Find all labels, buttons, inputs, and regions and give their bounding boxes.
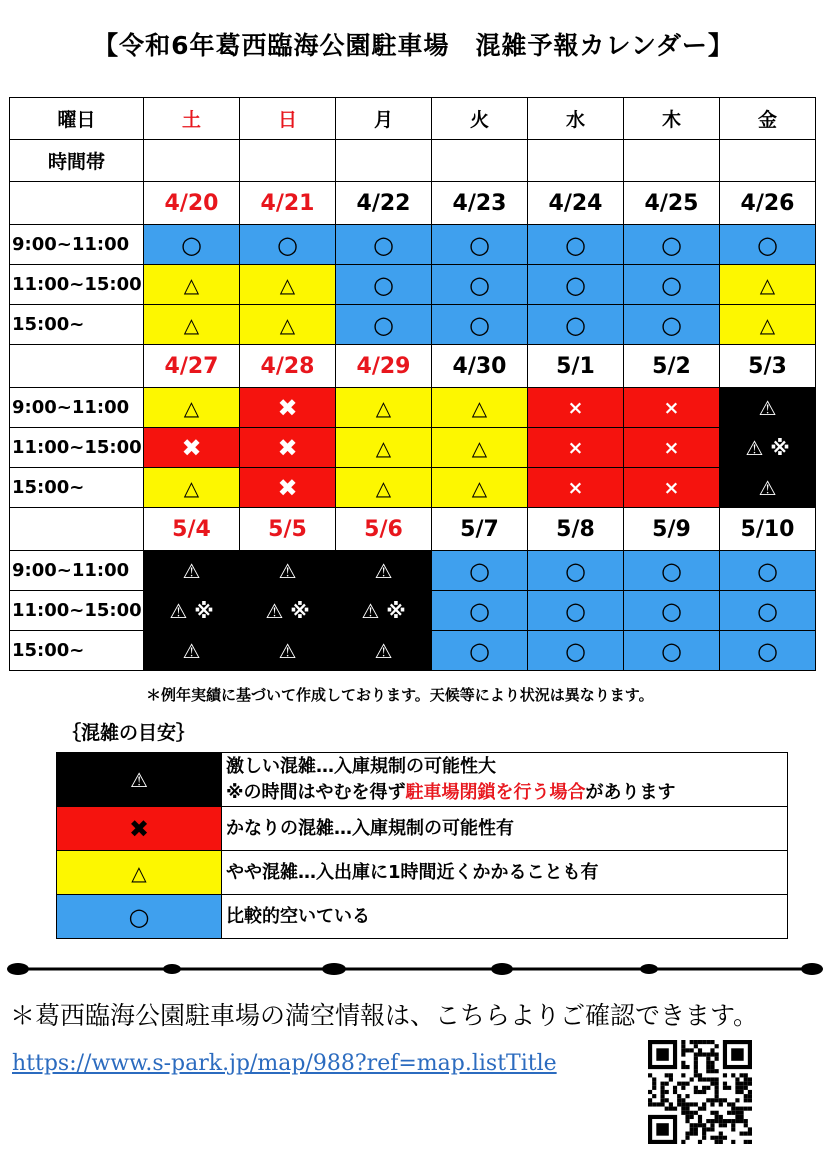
date-cell: 4/21	[240, 182, 336, 225]
congestion-symbol: ○	[661, 270, 682, 299]
date-cell: 5/10	[720, 508, 816, 551]
congestion-symbol: ○	[469, 556, 490, 585]
legend-row	[57, 807, 788, 851]
congestion-cell	[240, 631, 336, 671]
congestion-symbol: ✖	[181, 433, 202, 462]
congestion-cell	[336, 305, 432, 345]
date-cell: 4/27	[144, 345, 240, 388]
congestion-cell	[336, 428, 432, 468]
congestion-symbol: ⚠	[182, 638, 201, 663]
congestion-cell	[624, 305, 720, 345]
legend-symbol: ⚠	[130, 767, 148, 792]
legend-swatch	[57, 753, 222, 807]
time-slot-row	[10, 265, 816, 305]
congestion-symbol: ⚠	[758, 395, 777, 420]
legend-line2-prefix: ※の時間はやむを得ず	[226, 781, 406, 803]
congestion-cell	[624, 591, 720, 631]
legend-line1: やや混雑…入出庫に1時間近くかかることも有	[226, 861, 599, 883]
congestion-cell	[432, 468, 528, 508]
congestion-cell	[240, 551, 336, 591]
congestion-symbol: ○	[757, 636, 778, 665]
congestion-cell	[144, 428, 240, 468]
congestion-symbol: △	[759, 272, 776, 297]
congestion-cell	[432, 265, 528, 305]
time-slot-label: 15:00~	[10, 468, 144, 508]
congestion-cell	[720, 265, 816, 305]
congestion-cell	[432, 631, 528, 671]
empty-header-cell	[432, 140, 528, 182]
congestion-cell	[528, 631, 624, 671]
availability-info-text: ＊葛西臨海公園駐車場の満空情報は、こちらよりご確認できます。	[10, 1001, 759, 1030]
congestion-calendar	[9, 97, 816, 671]
congestion-cell	[624, 468, 720, 508]
congestion-symbol: ×	[663, 476, 680, 499]
time-slot-row	[10, 591, 816, 631]
congestion-cell	[624, 225, 720, 265]
legend-symbol: ○	[128, 902, 150, 931]
congestion-symbol: ○	[373, 230, 394, 259]
congestion-symbol: ⚠ ※	[169, 598, 214, 623]
congestion-cell	[144, 225, 240, 265]
legend-line2-suffix: があります	[585, 781, 676, 803]
date-cell: 4/26	[720, 182, 816, 225]
date-cell: 4/25	[624, 182, 720, 225]
congestion-symbol: ⚠	[182, 558, 201, 583]
congestion-symbol: ○	[469, 230, 490, 259]
congestion-symbol: ○	[661, 556, 682, 585]
congestion-symbol: ○	[565, 270, 586, 299]
empty-date-label-cell	[10, 182, 144, 225]
time-slot-row	[10, 388, 816, 428]
time-slot-row	[10, 631, 816, 671]
date-cell: 5/9	[624, 508, 720, 551]
congestion-cell	[528, 305, 624, 345]
congestion-cell	[624, 631, 720, 671]
congestion-symbol: ✖	[277, 393, 298, 422]
congestion-cell	[720, 225, 816, 265]
congestion-symbol: ⚠	[758, 475, 777, 500]
weekday-cell: 日	[240, 98, 336, 140]
time-slot-row	[10, 551, 816, 591]
congestion-cell	[336, 551, 432, 591]
legend-line2	[226, 780, 787, 806]
decorative-divider	[4, 956, 824, 982]
disclaimer-note: ＊例年実績に基づいて作成しております。天候等により状況は異なります。	[146, 686, 654, 704]
congestion-symbol: ×	[567, 436, 584, 459]
congestion-symbol: ○	[373, 270, 394, 299]
congestion-cell	[240, 305, 336, 345]
congestion-cell	[336, 591, 432, 631]
congestion-cell	[336, 631, 432, 671]
congestion-symbol: ⚠	[278, 558, 297, 583]
congestion-cell	[240, 468, 336, 508]
legend-line1: かなりの混雑…入庫規制の可能性有	[226, 817, 514, 839]
congestion-cell	[528, 428, 624, 468]
congestion-symbol: ⚠	[374, 558, 393, 583]
congestion-cell	[240, 428, 336, 468]
closure-warning-text: 駐車場閉鎖を行う場合	[405, 781, 586, 803]
congestion-cell	[432, 591, 528, 631]
congestion-symbol: △	[471, 475, 488, 500]
congestion-symbol: ○	[565, 596, 586, 625]
congestion-symbol: ⚠	[278, 638, 297, 663]
congestion-symbol: ○	[757, 230, 778, 259]
congestion-symbol: ×	[663, 396, 680, 419]
congestion-symbol: ×	[567, 396, 584, 419]
congestion-symbol: ○	[277, 230, 298, 259]
congestion-symbol: ○	[661, 636, 682, 665]
date-cell: 5/6	[336, 508, 432, 551]
congestion-symbol: △	[183, 312, 200, 337]
weekday-cell: 火	[432, 98, 528, 140]
weekday-cell: 金	[720, 98, 816, 140]
congestion-cell	[624, 388, 720, 428]
congestion-cell	[720, 428, 816, 468]
congestion-symbol: ○	[661, 310, 682, 339]
legend-swatch	[57, 851, 222, 895]
empty-header-cell	[144, 140, 240, 182]
congestion-cell	[720, 305, 816, 345]
congestion-cell	[432, 551, 528, 591]
congestion-cell	[432, 225, 528, 265]
congestion-cell	[240, 265, 336, 305]
congestion-cell	[144, 631, 240, 671]
time-slot-label: 9:00~11:00	[10, 225, 144, 265]
congestion-symbol: ○	[469, 270, 490, 299]
congestion-symbol: ○	[565, 230, 586, 259]
legend-table	[56, 752, 788, 939]
empty-date-label-cell	[10, 345, 144, 388]
congestion-cell	[720, 551, 816, 591]
congestion-symbol: ⚠ ※	[361, 598, 406, 623]
time-slot-label: 9:00~11:00	[10, 551, 144, 591]
congestion-cell	[720, 631, 816, 671]
time-slot-row	[10, 225, 816, 265]
legend-description	[222, 807, 788, 851]
weekday-cell: 月	[336, 98, 432, 140]
empty-header-cell	[528, 140, 624, 182]
date-cell: 4/29	[336, 345, 432, 388]
congestion-symbol: ○	[565, 310, 586, 339]
legend-row	[57, 753, 788, 807]
date-cell: 5/1	[528, 345, 624, 388]
congestion-symbol: △	[759, 312, 776, 337]
congestion-symbol: △	[279, 312, 296, 337]
date-cell: 4/23	[432, 182, 528, 225]
congestion-symbol: ×	[663, 436, 680, 459]
congestion-symbol: ○	[373, 310, 394, 339]
congestion-symbol: ○	[757, 556, 778, 585]
parking-availability-link[interactable]: https://www.s-park.jp/map/988?ref=map.listTitle	[12, 1051, 557, 1076]
congestion-symbol: ✖	[277, 433, 298, 462]
time-slot-row	[10, 428, 816, 468]
timeslot-header-row	[10, 140, 816, 182]
congestion-cell	[240, 591, 336, 631]
congestion-cell	[528, 591, 624, 631]
congestion-symbol: ⚠ ※	[745, 435, 790, 460]
weekday-header-row	[10, 98, 816, 140]
congestion-symbol: △	[471, 435, 488, 460]
congestion-cell	[528, 265, 624, 305]
time-slot-label: 11:00~15:00	[10, 428, 144, 468]
congestion-symbol: △	[183, 395, 200, 420]
legend-description	[222, 851, 788, 895]
date-cell: 4/20	[144, 182, 240, 225]
time-slot-row	[10, 305, 816, 345]
empty-header-cell	[624, 140, 720, 182]
congestion-cell	[240, 388, 336, 428]
congestion-cell	[528, 388, 624, 428]
congestion-symbol: ○	[565, 556, 586, 585]
congestion-cell	[144, 551, 240, 591]
empty-date-label-cell	[10, 508, 144, 551]
jikantai-label: 時間帯	[10, 140, 144, 182]
legend-description	[222, 895, 788, 939]
empty-header-cell	[240, 140, 336, 182]
congestion-symbol: △	[375, 395, 392, 420]
congestion-symbol: △	[183, 272, 200, 297]
legend-row	[57, 895, 788, 939]
congestion-symbol: ○	[661, 230, 682, 259]
legend-description	[222, 753, 788, 807]
date-cell: 5/2	[624, 345, 720, 388]
date-cell: 4/28	[240, 345, 336, 388]
legend-symbol: △	[131, 860, 147, 885]
time-slot-label: 9:00~11:00	[10, 388, 144, 428]
date-row	[10, 182, 816, 225]
congestion-cell	[528, 225, 624, 265]
congestion-cell	[720, 388, 816, 428]
congestion-cell	[144, 468, 240, 508]
weekday-cell: 土	[144, 98, 240, 140]
congestion-cell	[720, 591, 816, 631]
congestion-cell	[432, 428, 528, 468]
congestion-symbol: △	[375, 475, 392, 500]
legend-row	[57, 851, 788, 895]
congestion-cell	[336, 388, 432, 428]
congestion-symbol: ○	[181, 230, 202, 259]
congestion-symbol: ✖	[277, 473, 298, 502]
congestion-cell	[624, 551, 720, 591]
date-cell: 5/8	[528, 508, 624, 551]
congestion-cell	[144, 388, 240, 428]
legend-title: ｛混雑の目安｝	[62, 722, 196, 744]
date-cell: 5/3	[720, 345, 816, 388]
congestion-symbol: ○	[565, 636, 586, 665]
congestion-symbol: ⚠ ※	[265, 598, 310, 623]
congestion-cell	[528, 551, 624, 591]
congestion-symbol: ○	[469, 636, 490, 665]
congestion-cell	[240, 225, 336, 265]
date-cell: 4/22	[336, 182, 432, 225]
congestion-symbol: ×	[567, 476, 584, 499]
date-cell: 5/7	[432, 508, 528, 551]
date-cell: 5/5	[240, 508, 336, 551]
congestion-cell	[432, 388, 528, 428]
date-row	[10, 508, 816, 551]
congestion-cell	[624, 428, 720, 468]
congestion-cell	[720, 468, 816, 508]
time-slot-label: 11:00~15:00	[10, 265, 144, 305]
congestion-symbol: ○	[661, 596, 682, 625]
qr-code-icon	[648, 1040, 752, 1144]
time-slot-row	[10, 468, 816, 508]
congestion-cell	[144, 305, 240, 345]
congestion-cell	[336, 468, 432, 508]
congestion-symbol: △	[375, 435, 392, 460]
time-slot-label: 11:00~15:00	[10, 591, 144, 631]
congestion-cell	[624, 265, 720, 305]
congestion-symbol: △	[279, 272, 296, 297]
congestion-cell	[336, 265, 432, 305]
empty-header-cell	[336, 140, 432, 182]
legend-symbol: ✖	[128, 814, 150, 843]
congestion-cell	[432, 305, 528, 345]
youbi-label: 曜日	[10, 98, 144, 140]
congestion-cell	[144, 265, 240, 305]
congestion-symbol: ○	[757, 596, 778, 625]
congestion-symbol: ○	[469, 596, 490, 625]
legend-swatch	[57, 807, 222, 851]
time-slot-label: 15:00~	[10, 631, 144, 671]
weekday-cell: 木	[624, 98, 720, 140]
date-cell: 5/4	[144, 508, 240, 551]
congestion-cell	[528, 468, 624, 508]
congestion-symbol: ○	[469, 310, 490, 339]
congestion-cell	[336, 225, 432, 265]
date-cell: 4/24	[528, 182, 624, 225]
legend-line1: 比較的空いている	[226, 905, 370, 927]
congestion-symbol: ⚠	[374, 638, 393, 663]
date-cell: 4/30	[432, 345, 528, 388]
congestion-symbol: △	[183, 475, 200, 500]
weekday-cell: 水	[528, 98, 624, 140]
page-title: 【令和6年葛西臨海公園駐車場 混雑予報カレンダー】	[93, 31, 734, 60]
date-row	[10, 345, 816, 388]
legend-line1: 激しい混雑…入庫規制の可能性大	[226, 755, 496, 777]
congestion-cell	[144, 591, 240, 631]
legend-swatch	[57, 895, 222, 939]
empty-header-cell	[720, 140, 816, 182]
time-slot-label: 15:00~	[10, 305, 144, 345]
congestion-symbol: △	[471, 395, 488, 420]
